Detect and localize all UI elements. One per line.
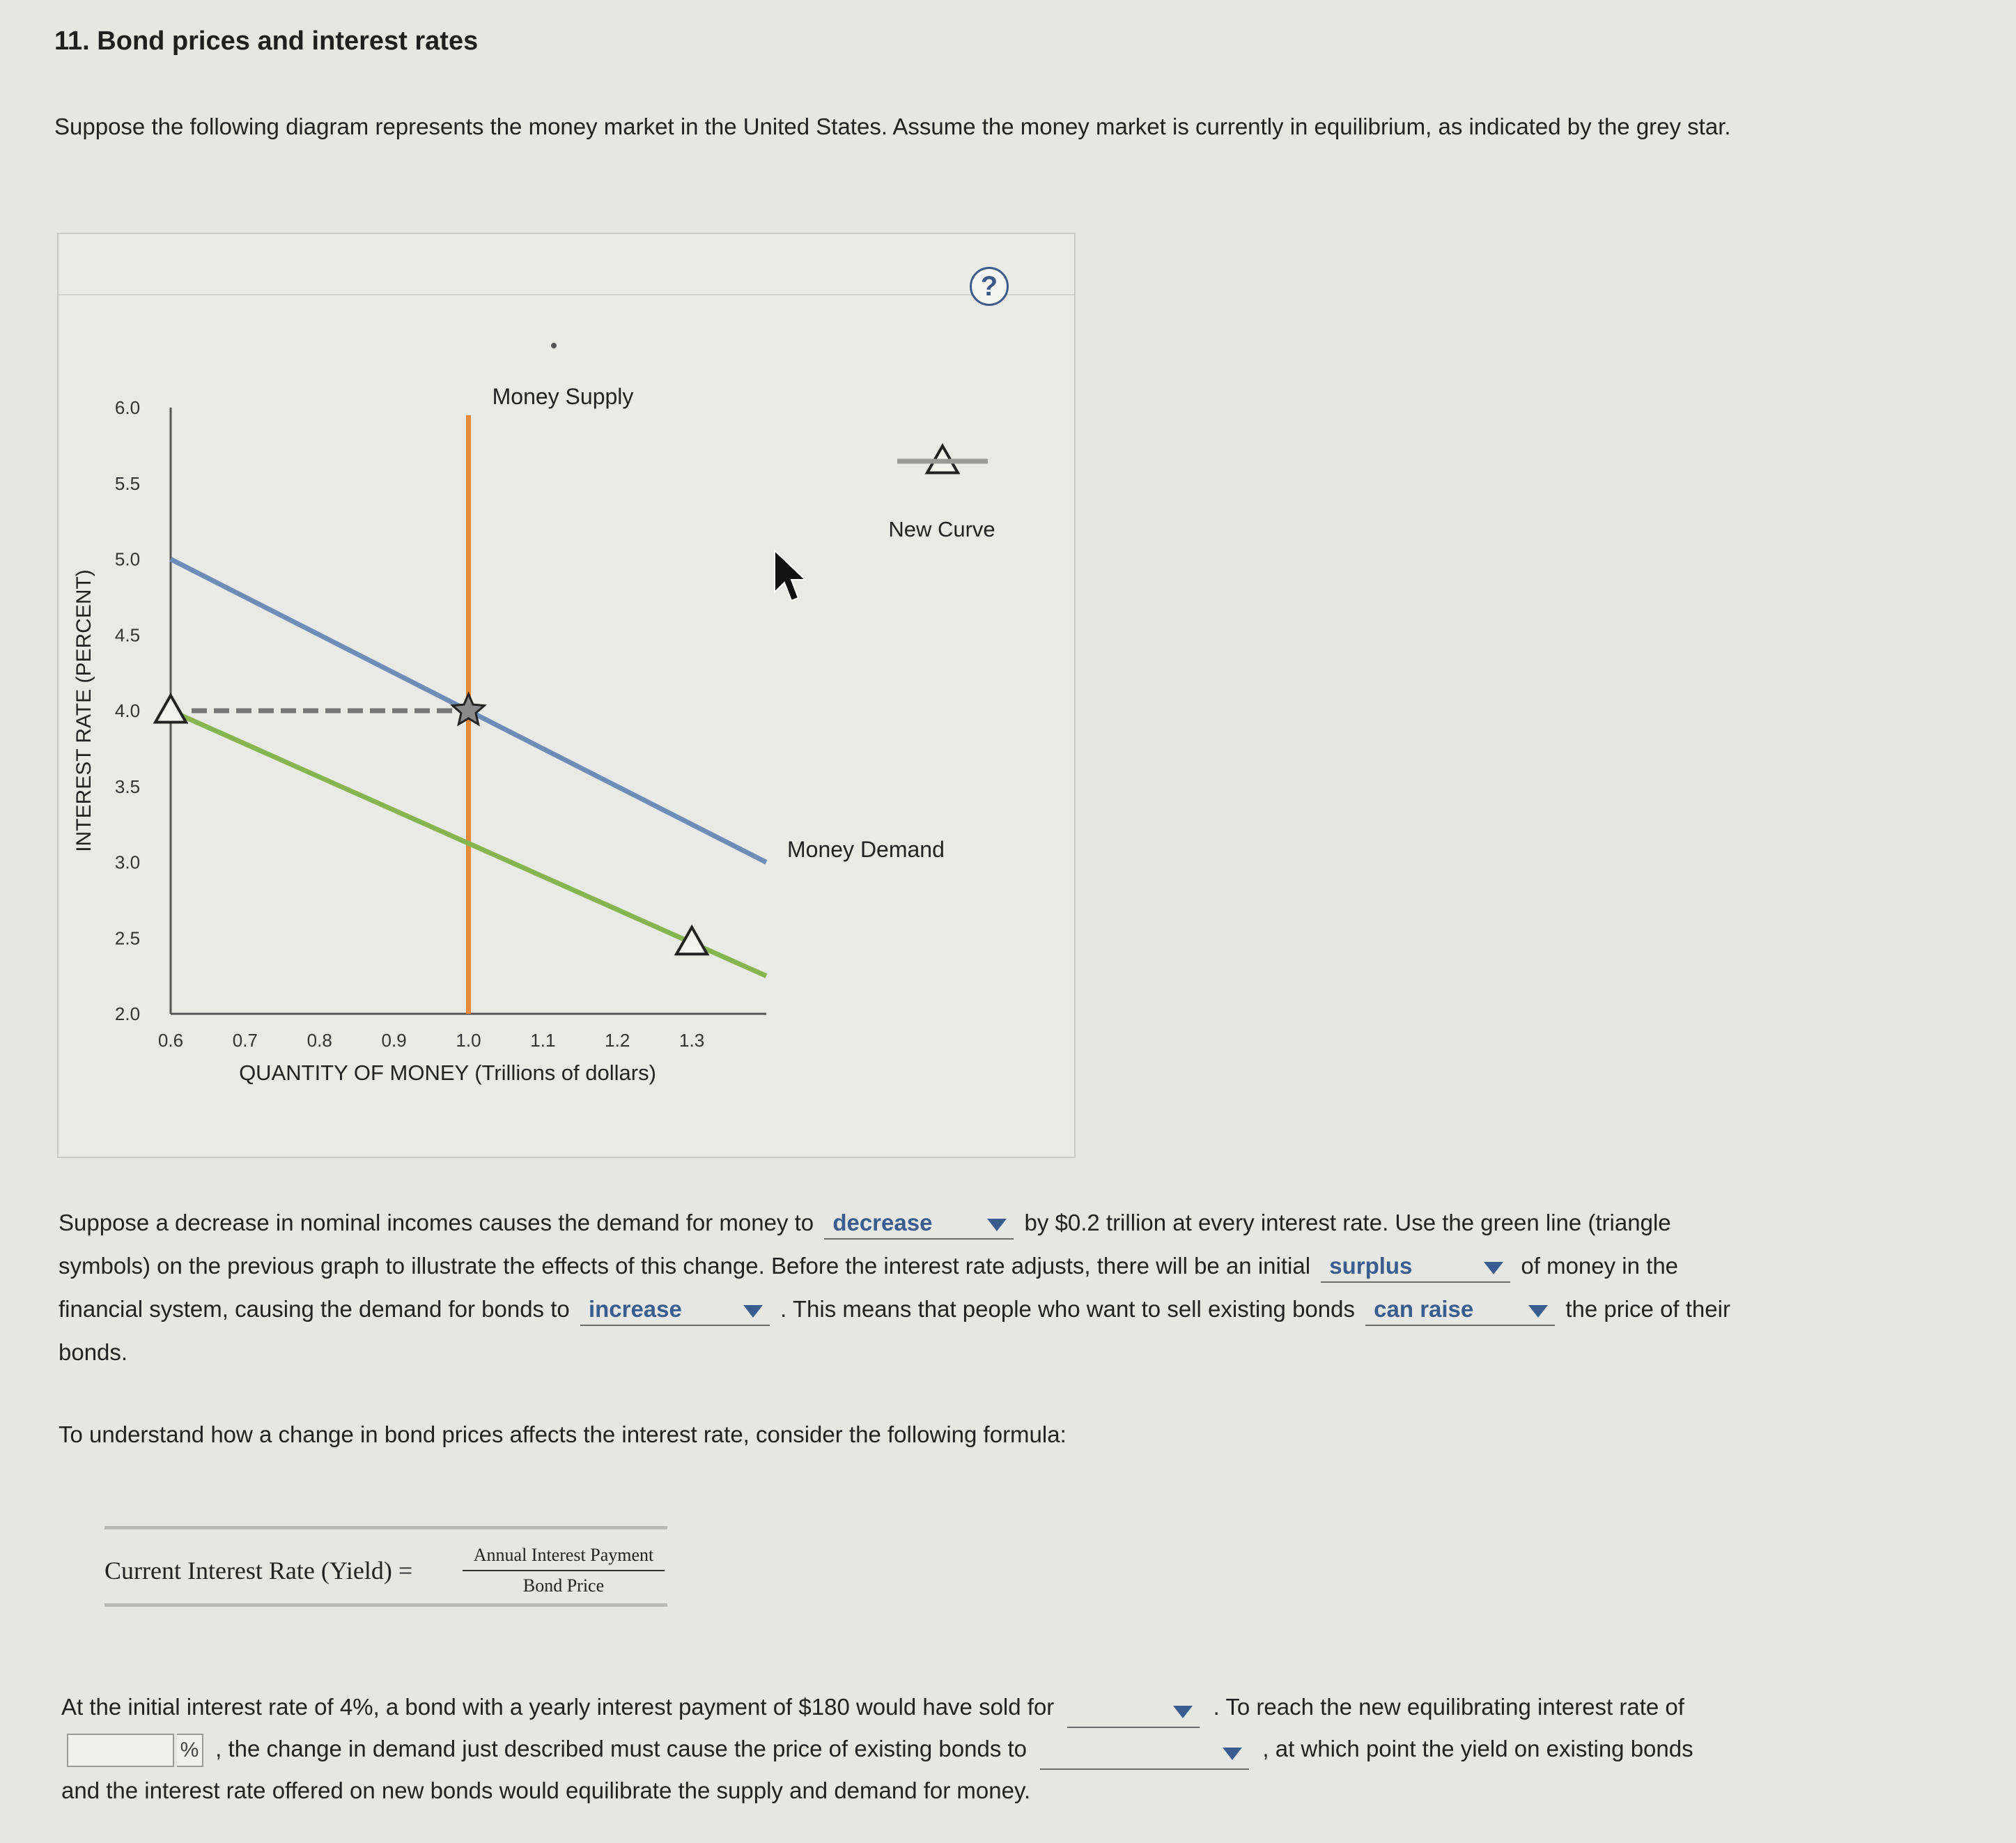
- bond-demand-dropdown[interactable]: increase: [580, 1294, 770, 1326]
- legend-label: New Curve: [888, 517, 995, 541]
- y-tick-label: 3.0: [114, 851, 141, 873]
- x-tick-label: 1.3: [679, 1030, 705, 1051]
- chevron-down-icon: [743, 1305, 763, 1318]
- money-market-graph[interactable]: [0, 0, 1087, 1171]
- p2-text-3: of money in the financial system, causing the demand for bonds to: [59, 1253, 1679, 1322]
- x-axis-label: QUANTITY OF MONEY (Trillions of dollars): [239, 1061, 656, 1085]
- chevron-down-icon: [1528, 1305, 1548, 1318]
- y-axis-label: INTEREST RATE (PERCENT): [72, 569, 95, 852]
- p2-text-2: by $0.2 trillion at every interest rate. Use the green line (triangle symbols) on the previous graph to illustrate the effects of this change. Before the interest rate adjusts, there will be an initial: [59, 1210, 1671, 1279]
- cursor-icon: [775, 550, 805, 601]
- p4-text-3: , the change in demand just described must cause the price of existing bonds to: [215, 1736, 1028, 1761]
- x-tick-label: 0.7: [232, 1030, 258, 1051]
- y-tick-label: 5.0: [114, 548, 141, 570]
- triangle-point-1: [155, 695, 186, 723]
- x-tick-label: 1.1: [530, 1030, 556, 1051]
- y-tick-label: 3.5: [114, 776, 141, 797]
- money-supply-label: Money Supply: [492, 384, 634, 409]
- bond-price-change-dropdown[interactable]: [1040, 1738, 1249, 1770]
- triangle-point-2: [676, 927, 707, 955]
- formula-numerator: Annual Interest Payment: [463, 1545, 665, 1571]
- y-tick-label: 4.5: [114, 624, 141, 646]
- help-icon[interactable]: ?: [970, 267, 1009, 306]
- p4-text-4: , at which point the yield on existing bonds and the interest rate offered on new bonds would equilibrate the supply and demand for money.: [61, 1736, 1693, 1803]
- chevron-down-icon: [1173, 1706, 1193, 1718]
- question-title: 11. Bond prices and interest rates: [54, 26, 479, 56]
- chevron-down-icon: [987, 1219, 1007, 1231]
- p4-text-2: . To reach the new equilibrating interest rate of: [1213, 1694, 1684, 1720]
- x-tick-label: 0.6: [157, 1030, 184, 1051]
- intro-text: Suppose the following diagram represents the money market in the United States. Assume the money market is currently in equilibrium, as indicated by the grey star.: [54, 114, 1731, 139]
- initial-bond-price-dropdown[interactable]: [1067, 1696, 1200, 1728]
- formula-fraction: [463, 1545, 665, 1596]
- y-tick-label: 2.5: [114, 927, 141, 949]
- new-interest-rate-input[interactable]: [67, 1734, 174, 1767]
- surplus-shortage-dropdown[interactable]: surplus: [1321, 1251, 1510, 1283]
- p4-text-1: At the initial interest rate of 4%, a bond with a yearly interest payment of $180 would have sold for: [61, 1694, 1055, 1720]
- money-demand-label: Money Demand: [787, 837, 945, 862]
- x-tick-label: 1.2: [605, 1030, 630, 1051]
- chevron-down-icon: [1484, 1262, 1503, 1274]
- p2-text-5: the price of their bonds.: [59, 1296, 1730, 1365]
- formula-lhs: Current Interest Rate (Yield) =: [104, 1557, 413, 1584]
- question-paragraph-demand: [59, 1201, 1758, 1374]
- y-tick-label: 4.0: [114, 700, 141, 721]
- yield-formula: [104, 1526, 667, 1607]
- formula-denominator: Bond Price: [522, 1575, 605, 1596]
- question-paragraph-bond-price: [61, 1686, 1733, 1812]
- y-tick-label: 5.5: [114, 472, 141, 494]
- x-tick-label: 0.8: [307, 1030, 332, 1051]
- demand-change-dropdown[interactable]: decrease: [824, 1208, 1014, 1240]
- x-tick-label: 1.0: [456, 1030, 481, 1051]
- x-tick-label: 0.9: [381, 1030, 407, 1051]
- y-tick-label: 2.0: [114, 1003, 141, 1024]
- p2-text-4: . This means that people who want to sell existing bonds: [780, 1296, 1355, 1322]
- bond-price-dropdown[interactable]: can raise: [1365, 1294, 1555, 1326]
- formula-intro-text: To understand how a change in bond prices affects the interest rate, consider the following formula:: [59, 1421, 1067, 1447]
- small-dot: [551, 343, 557, 348]
- y-tick-label: 6.0: [114, 397, 141, 418]
- p2-text-1: Suppose a decrease in nominal incomes causes the demand for money to: [59, 1210, 814, 1235]
- percent-unit: %: [177, 1734, 203, 1767]
- chevron-down-icon: [1223, 1748, 1242, 1760]
